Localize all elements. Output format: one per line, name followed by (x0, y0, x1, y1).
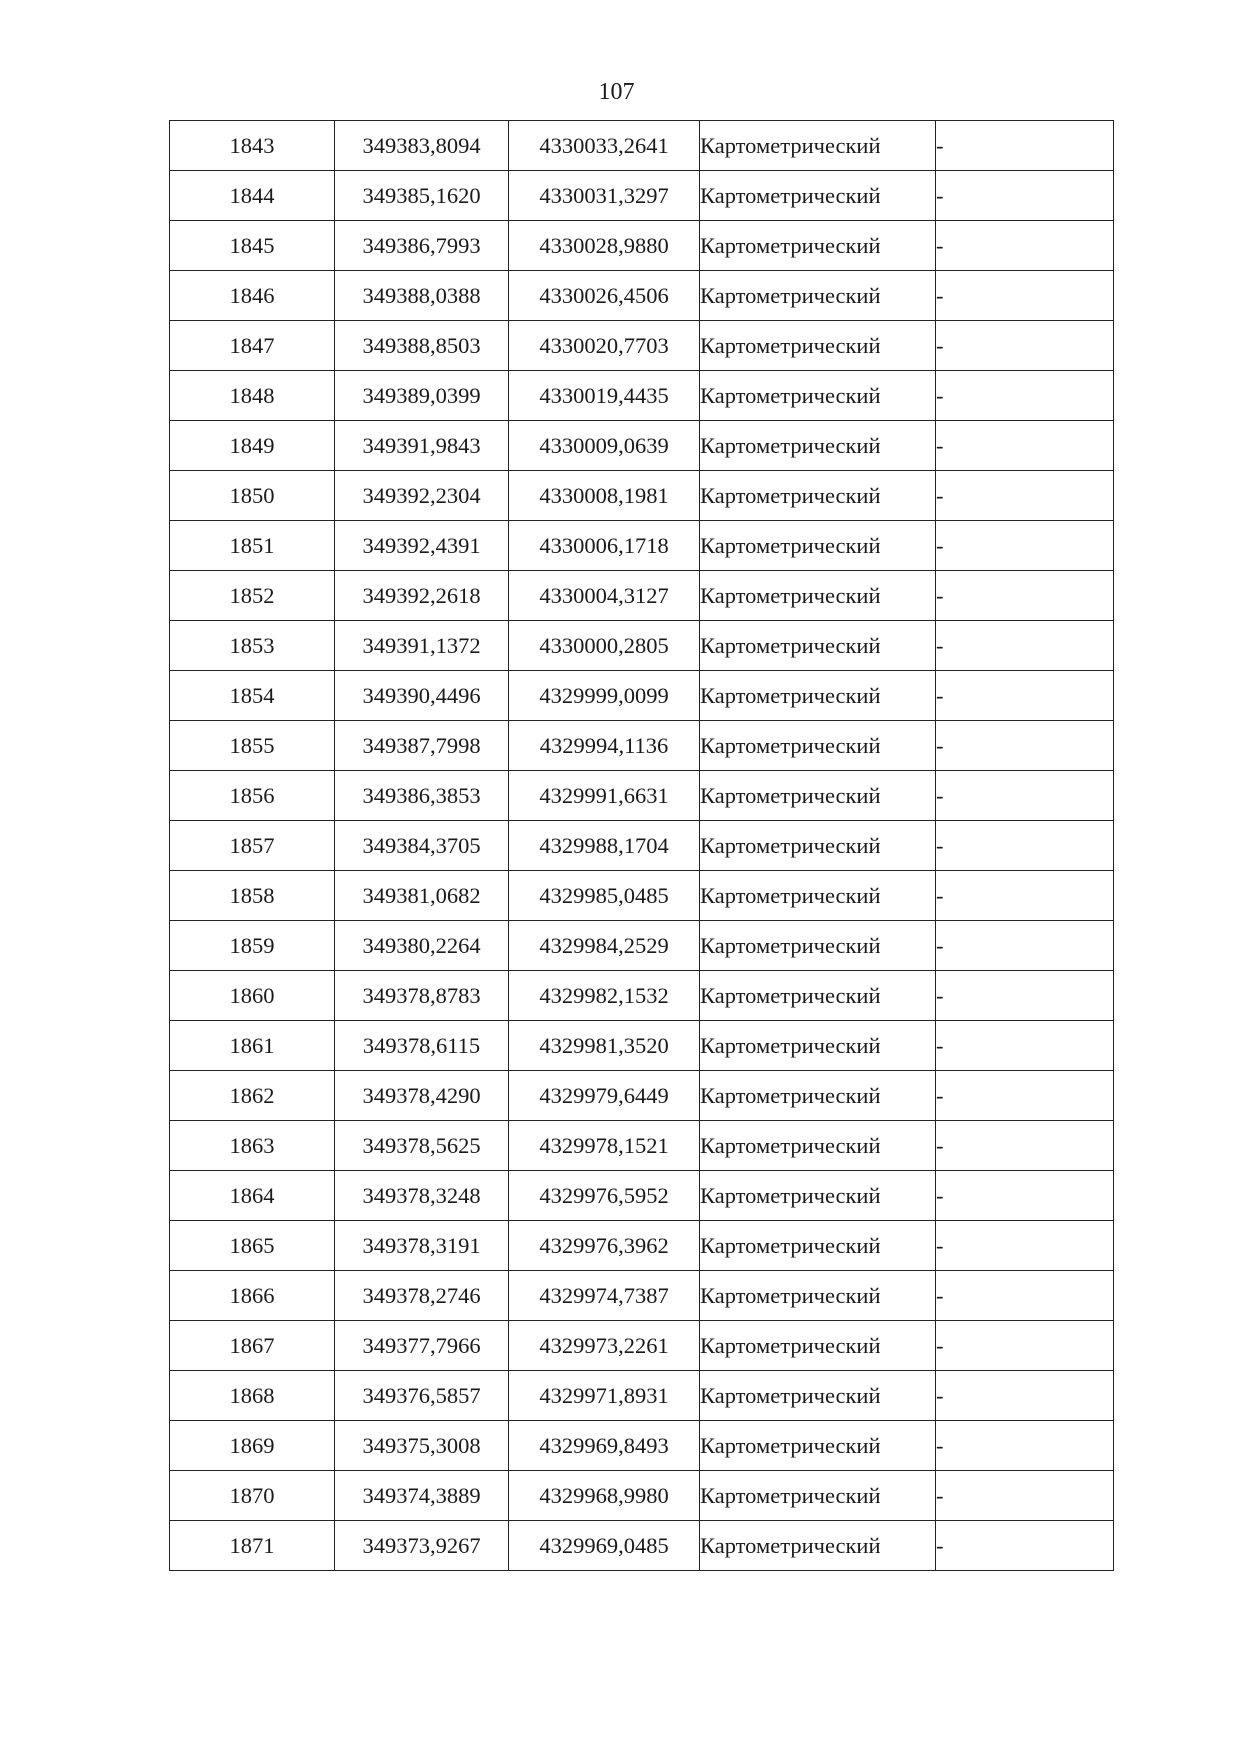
note-cell: - (936, 371, 1114, 421)
note-cell: - (936, 1471, 1114, 1521)
x-coordinate-cell: 349373,9267 (335, 1521, 509, 1571)
point-number-cell: 1845 (170, 221, 335, 271)
y-coordinate-cell: 4330031,3297 (509, 171, 700, 221)
y-coordinate-cell: 4330004,3127 (509, 571, 700, 621)
note-cell: - (936, 671, 1114, 721)
table-row (170, 1271, 1114, 1321)
y-coordinate-cell: 4329979,6449 (509, 1071, 700, 1121)
note-cell: - (936, 571, 1114, 621)
x-coordinate-cell: 349380,2264 (335, 921, 509, 971)
point-number-cell: 1856 (170, 771, 335, 821)
point-number-cell: 1863 (170, 1121, 335, 1171)
y-coordinate-cell: 4329984,2529 (509, 921, 700, 971)
table-row (170, 421, 1114, 471)
note-cell: - (936, 721, 1114, 771)
table-row (170, 1371, 1114, 1421)
x-coordinate-cell: 349388,0388 (335, 271, 509, 321)
note-cell: - (936, 221, 1114, 271)
note-cell: - (936, 321, 1114, 371)
point-number-cell: 1853 (170, 621, 335, 671)
x-coordinate-cell: 349374,3889 (335, 1471, 509, 1521)
note-cell: - (936, 1421, 1114, 1471)
y-coordinate-cell: 4329991,6631 (509, 771, 700, 821)
table-row (170, 921, 1114, 971)
note-cell: - (936, 171, 1114, 221)
method-cell: Картометрический (700, 871, 936, 921)
x-coordinate-cell: 349391,9843 (335, 421, 509, 471)
note-cell: - (936, 521, 1114, 571)
table-row (170, 571, 1114, 621)
table-row (170, 1121, 1114, 1171)
x-coordinate-cell: 349377,7966 (335, 1321, 509, 1371)
point-number-cell: 1865 (170, 1221, 335, 1271)
method-cell: Картометрический (700, 1021, 936, 1071)
y-coordinate-cell: 4330020,7703 (509, 321, 700, 371)
point-number-cell: 1861 (170, 1021, 335, 1071)
table-row (170, 1071, 1114, 1121)
x-coordinate-cell: 349392,4391 (335, 521, 509, 571)
y-coordinate-cell: 4329994,1136 (509, 721, 700, 771)
point-number-cell: 1871 (170, 1521, 335, 1571)
y-coordinate-cell: 4329976,5952 (509, 1171, 700, 1221)
method-cell: Картометрический (700, 821, 936, 871)
y-coordinate-cell: 4330009,0639 (509, 421, 700, 471)
point-number-cell: 1867 (170, 1321, 335, 1371)
x-coordinate-cell: 349378,6115 (335, 1021, 509, 1071)
coordinates-table-body (170, 121, 1114, 1571)
point-number-cell: 1860 (170, 971, 335, 1021)
method-cell: Картометрический (700, 371, 936, 421)
y-coordinate-cell: 4329981,3520 (509, 1021, 700, 1071)
method-cell: Картометрический (700, 271, 936, 321)
x-coordinate-cell: 349387,7998 (335, 721, 509, 771)
x-coordinate-cell: 349381,0682 (335, 871, 509, 921)
y-coordinate-cell: 4329982,1532 (509, 971, 700, 1021)
table-row (170, 1321, 1114, 1371)
x-coordinate-cell: 349389,0399 (335, 371, 509, 421)
x-coordinate-cell: 349383,8094 (335, 121, 509, 171)
method-cell: Картометрический (700, 1171, 936, 1221)
x-coordinate-cell: 349386,7993 (335, 221, 509, 271)
table-row (170, 1521, 1114, 1571)
y-coordinate-cell: 4329969,8493 (509, 1421, 700, 1471)
y-coordinate-cell: 4329999,0099 (509, 671, 700, 721)
point-number-cell: 1864 (170, 1171, 335, 1221)
point-number-cell: 1850 (170, 471, 335, 521)
method-cell: Картометрический (700, 1421, 936, 1471)
method-cell: Картометрический (700, 971, 936, 1021)
table-row (170, 1021, 1114, 1071)
x-coordinate-cell: 349386,3853 (335, 771, 509, 821)
note-cell: - (936, 421, 1114, 471)
table-row (170, 121, 1114, 171)
table-row (170, 471, 1114, 521)
method-cell: Картометрический (700, 671, 936, 721)
note-cell: - (936, 1521, 1114, 1571)
point-number-cell: 1862 (170, 1071, 335, 1121)
note-cell: - (936, 871, 1114, 921)
point-number-cell: 1868 (170, 1371, 335, 1421)
method-cell: Картометрический (700, 571, 936, 621)
method-cell: Картометрический (700, 1521, 936, 1571)
method-cell: Картометрический (700, 1071, 936, 1121)
y-coordinate-cell: 4329971,8931 (509, 1371, 700, 1421)
x-coordinate-cell: 349376,5857 (335, 1371, 509, 1421)
note-cell: - (936, 621, 1114, 671)
x-coordinate-cell: 349378,8783 (335, 971, 509, 1021)
note-cell: - (936, 1171, 1114, 1221)
method-cell: Картометрический (700, 471, 936, 521)
y-coordinate-cell: 4329974,7387 (509, 1271, 700, 1321)
point-number-cell: 1851 (170, 521, 335, 571)
note-cell: - (936, 771, 1114, 821)
point-number-cell: 1859 (170, 921, 335, 971)
method-cell: Картометрический (700, 421, 936, 471)
note-cell: - (936, 471, 1114, 521)
point-number-cell: 1866 (170, 1271, 335, 1321)
x-coordinate-cell: 349378,3191 (335, 1221, 509, 1271)
x-coordinate-cell: 349378,4290 (335, 1071, 509, 1121)
note-cell: - (936, 921, 1114, 971)
method-cell: Картометрический (700, 321, 936, 371)
point-number-cell: 1857 (170, 821, 335, 871)
page-number: 107 (598, 79, 635, 105)
table-row (170, 371, 1114, 421)
method-cell: Картометрический (700, 1321, 936, 1371)
table-row (170, 1471, 1114, 1521)
x-coordinate-cell: 349375,3008 (335, 1421, 509, 1471)
note-cell: - (936, 1021, 1114, 1071)
method-cell: Картометрический (700, 921, 936, 971)
note-cell: - (936, 1371, 1114, 1421)
point-number-cell: 1848 (170, 371, 335, 421)
coordinates-table (169, 120, 1114, 1571)
y-coordinate-cell: 4329985,0485 (509, 871, 700, 921)
table-row (170, 821, 1114, 871)
y-coordinate-cell: 4329968,9980 (509, 1471, 700, 1521)
table-row (170, 521, 1114, 571)
point-number-cell: 1852 (170, 571, 335, 621)
y-coordinate-cell: 4330019,4435 (509, 371, 700, 421)
y-coordinate-cell: 4330006,1718 (509, 521, 700, 571)
method-cell: Картометрический (700, 521, 936, 571)
point-number-cell: 1869 (170, 1421, 335, 1471)
y-coordinate-cell: 4330000,2805 (509, 621, 700, 671)
y-coordinate-cell: 4329978,1521 (509, 1121, 700, 1171)
method-cell: Картометрический (700, 221, 936, 271)
x-coordinate-cell: 349388,8503 (335, 321, 509, 371)
method-cell: Картометрический (700, 121, 936, 171)
note-cell: - (936, 1221, 1114, 1271)
table-row (170, 871, 1114, 921)
point-number-cell: 1858 (170, 871, 335, 921)
table-row (170, 621, 1114, 671)
x-coordinate-cell: 349390,4496 (335, 671, 509, 721)
y-coordinate-cell: 4330026,4506 (509, 271, 700, 321)
point-number-cell: 1844 (170, 171, 335, 221)
point-number-cell: 1847 (170, 321, 335, 371)
note-cell: - (936, 1321, 1114, 1371)
point-number-cell: 1854 (170, 671, 335, 721)
y-coordinate-cell: 4330028,9880 (509, 221, 700, 271)
table-row (170, 771, 1114, 821)
note-cell: - (936, 1071, 1114, 1121)
y-coordinate-cell: 4329973,2261 (509, 1321, 700, 1371)
method-cell: Картометрический (700, 1271, 936, 1321)
method-cell: Картометрический (700, 771, 936, 821)
table-row (170, 721, 1114, 771)
x-coordinate-cell: 349391,1372 (335, 621, 509, 671)
note-cell: - (936, 821, 1114, 871)
y-coordinate-cell: 4330008,1981 (509, 471, 700, 521)
method-cell: Картометрический (700, 721, 936, 771)
y-coordinate-cell: 4329976,3962 (509, 1221, 700, 1271)
table-row (170, 1171, 1114, 1221)
y-coordinate-cell: 4329988,1704 (509, 821, 700, 871)
point-number-cell: 1846 (170, 271, 335, 321)
x-coordinate-cell: 349378,5625 (335, 1121, 509, 1171)
point-number-cell: 1855 (170, 721, 335, 771)
note-cell: - (936, 1271, 1114, 1321)
table-row (170, 221, 1114, 271)
x-coordinate-cell: 349378,3248 (335, 1171, 509, 1221)
method-cell: Картометрический (700, 1121, 936, 1171)
y-coordinate-cell: 4330033,2641 (509, 121, 700, 171)
x-coordinate-cell: 349385,1620 (335, 171, 509, 221)
table-row (170, 1221, 1114, 1271)
note-cell: - (936, 121, 1114, 171)
note-cell: - (936, 1121, 1114, 1171)
x-coordinate-cell: 349384,3705 (335, 821, 509, 871)
note-cell: - (936, 271, 1114, 321)
method-cell: Картометрический (700, 621, 936, 671)
table-row (170, 271, 1114, 321)
point-number-cell: 1843 (170, 121, 335, 171)
table-row (170, 321, 1114, 371)
point-number-cell: 1849 (170, 421, 335, 471)
table-row (170, 171, 1114, 221)
method-cell: Картометрический (700, 1471, 936, 1521)
method-cell: Картометрический (700, 1221, 936, 1271)
method-cell: Картометрический (700, 1371, 936, 1421)
table-row (170, 671, 1114, 721)
point-number-cell: 1870 (170, 1471, 335, 1521)
table-row (170, 971, 1114, 1021)
x-coordinate-cell: 349378,2746 (335, 1271, 509, 1321)
x-coordinate-cell: 349392,2304 (335, 471, 509, 521)
note-cell: - (936, 971, 1114, 1021)
method-cell: Картометрический (700, 171, 936, 221)
x-coordinate-cell: 349392,2618 (335, 571, 509, 621)
y-coordinate-cell: 4329969,0485 (509, 1521, 700, 1571)
table-row (170, 1421, 1114, 1471)
